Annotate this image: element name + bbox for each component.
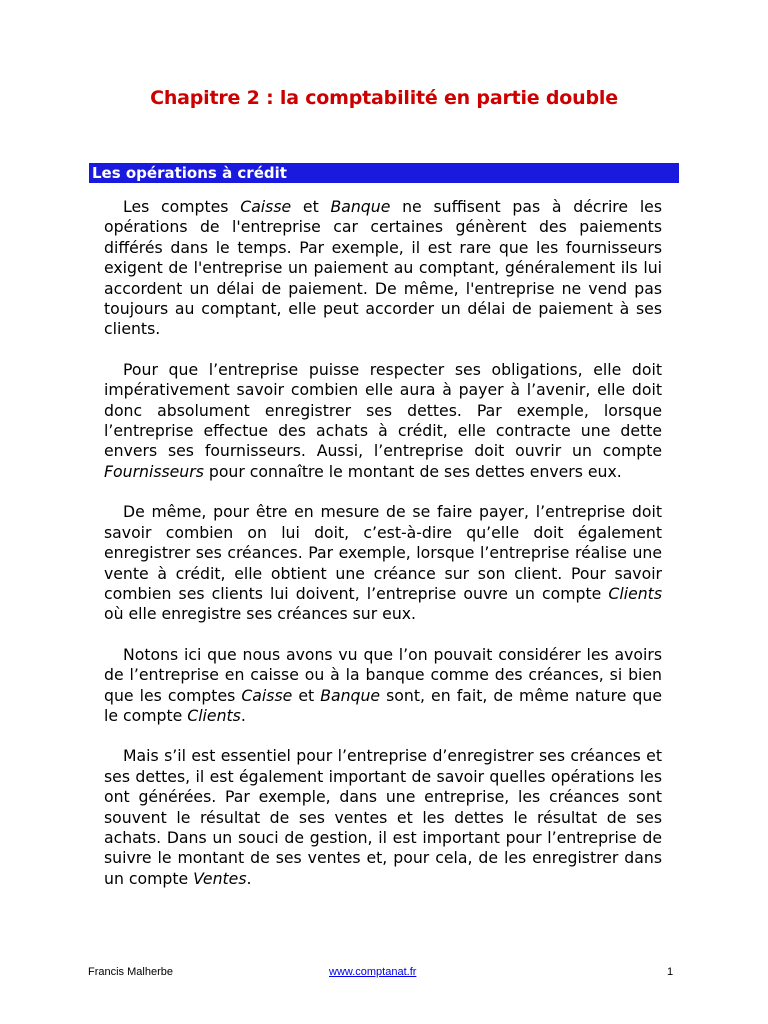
text-run: ne suffisent pas à décrire les opérations de l'entreprise car certaines génèrent des paiements différés dans le temps. Par exemple, il est rare que les fournisseurs exigent de l'entreprise un paiement au comptant, généralement ils lui accordent un délai de paiement. De même, l'entreprise ne vend pas toujours au comptant, elle peut accorder un délai de paiement à ses clients.: [104, 197, 662, 339]
body-text: [104, 197, 662, 909]
text-run: Pour que l’entreprise puisse respecter ses obligations, elle doit impérativement savoir combien elle aura à payer à l’avenir, elle doit donc absolument enregistrer ses dettes. Par exemple, lorsque l’entreprise effectue des achats à crédit, elle contracte une dette envers ses fournisseurs. Aussi, l’entreprise doit ouvrir un compte: [104, 359, 662, 461]
text-run: sont, en fait, de même nature que le compte: [104, 685, 662, 725]
footer-author: Francis Malherbe: [88, 966, 173, 978]
page-footer: [0, 964, 768, 980]
page-title: Chapitre 2 : la comptabilité en partie double: [150, 87, 618, 109]
paragraph: [104, 502, 662, 624]
text-run: Les comptes: [123, 197, 241, 216]
italic-term: Clients: [608, 583, 662, 603]
section-heading: Les opérations à crédit: [89, 163, 679, 183]
italic-term: Caisse: [240, 197, 292, 216]
text-run: De même, pour être en mesure de se faire payer, l’entreprise doit savoir combien on lui doit, c’est-à-dire qu’elle doit également enregistrer ses créances. Par exemple, lorsque l’entreprise réalise une vente à crédit, elle obtient une créance sur son client. Pour savoir combien ses clients lui doivent, l’entreprise ouvre un compte: [104, 502, 662, 603]
footer-page-number: 1: [667, 966, 674, 978]
italic-term: Caisse: [241, 685, 293, 705]
paragraph: [104, 645, 662, 727]
text-run: et: [292, 685, 321, 705]
text-run: .: [246, 868, 252, 888]
text-run: où elle enregistre ses créances sur eux.: [104, 604, 417, 624]
text-run: .: [240, 705, 246, 725]
paragraph: [104, 746, 662, 889]
italic-term: Ventes: [193, 868, 247, 888]
paragraph: [104, 360, 662, 482]
text-run: et: [291, 197, 331, 216]
italic-term: Clients: [187, 705, 241, 725]
italic-term: Fournisseurs: [104, 461, 204, 481]
italic-term: Banque: [330, 197, 391, 216]
paragraph: [104, 197, 662, 340]
text-run: Mais s’il est essentiel pour l’entreprise d’enregistrer ses créances et ses dettes, il est également important de savoir quelles opérations les ont générées. Par exemple, dans une entreprise, les créances sont souvent le résultat de ses ventes et les dettes le résultat de ses achats. Dans un souci de gestion, il est important pour l’entreprise de suivre le montant de ses ventes et, pour cela, de les enregistrer dans un compte: [104, 746, 662, 888]
footer-website-link[interactable]: www.comptanat.fr: [329, 966, 417, 978]
text-run: Notons ici que nous avons vu que l’on pouvait considérer les avoirs de l’entreprise en caisse ou à la banque comme des créances, si bien que les comptes: [104, 644, 662, 705]
italic-term: Banque: [320, 685, 381, 705]
text-run: pour connaître le montant de ses dettes envers eux.: [203, 461, 622, 481]
